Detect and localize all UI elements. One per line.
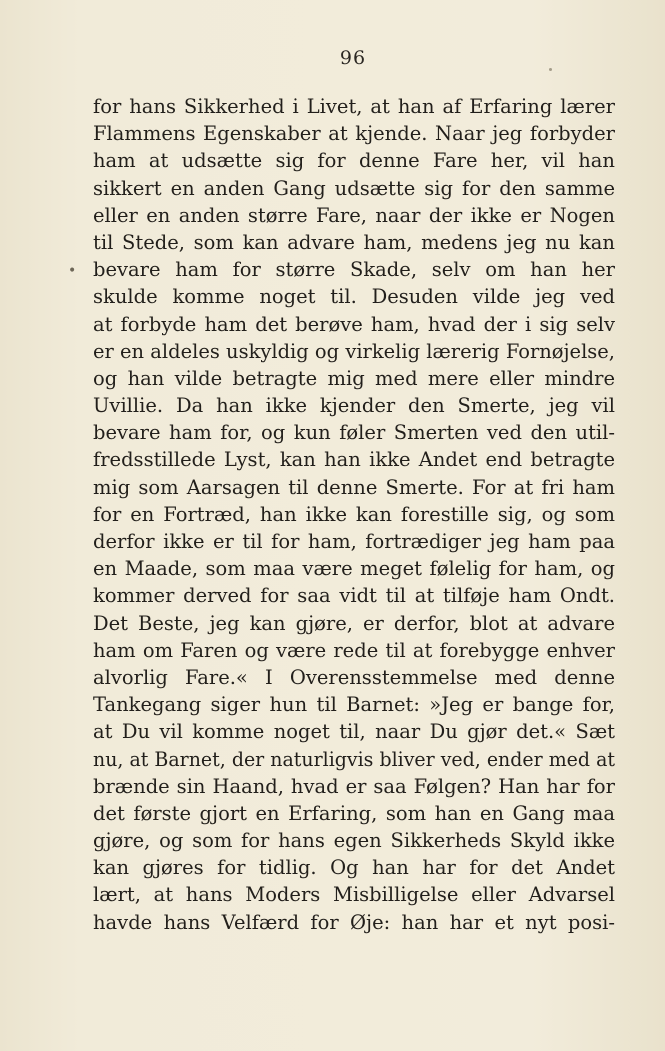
text-line: det første gjort en Erfaring, som han en Gang maa	[93, 801, 615, 825]
text-line: alvorlig Fare.« I Overensstemmelse med denne	[93, 665, 615, 689]
text-line: og han vilde betragte mig med mere eller mindre	[93, 366, 615, 390]
text-line: at forbyde ham det berøve ham, hvad der i sig selv	[93, 312, 615, 336]
text-line: ham at udsætte sig for denne Fare her, vil han	[93, 149, 615, 173]
text-line: mig som Aarsagen til denne Smerte. For at fri ham	[93, 475, 615, 499]
text-line: bevare ham for større Skade, selv om han her	[93, 258, 615, 282]
text-line: fredsstillede Lyst, kan han ikke Andet end betragte	[93, 448, 615, 472]
text-line: brænde sin Haand, hvad er saa Følgen? Han har for	[93, 774, 615, 798]
margin-mark: •	[68, 263, 77, 279]
text-line: derfor ikke er til for ham, fortrædiger jeg ham paa	[93, 530, 615, 553]
text-line: en Maade, som maa være meget følelig for ham, og	[93, 557, 615, 581]
text-line: skulde komme noget til. Desuden vilde jeg ved	[93, 285, 615, 309]
page-number: 96	[339, 47, 367, 69]
text-line: sikkert en anden Gang udsætte sig for den samme	[93, 176, 615, 200]
text-line: lært, at hans Moders Misbilligelse eller Advarsel	[93, 883, 615, 907]
text-line: eller en anden større Fare, naar der ikke er Nogen	[93, 203, 615, 227]
text-line: gjøre, og som for hans egen Sikkerheds Skyld ikke	[93, 829, 615, 853]
text-line: nu, at Barnet, der naturligvis bliver ved, ender med at	[93, 747, 615, 771]
text-line: til Stede, som kan advare ham, medens jeg nu kan	[93, 230, 615, 254]
text-line: for en Fortræd, han ikke kan forestille sig, og som	[93, 502, 615, 526]
text-line: Flammens Egenskaber at kjende. Naar jeg forbyder	[93, 122, 615, 146]
text-line: Tankegang siger hun til Barnet: »Jeg er bange for,	[93, 693, 615, 717]
text-line: bevare ham for, og kun føler Smerten ved den util-	[93, 421, 615, 445]
text-line: kan gjøres for tidlig. Og han har for det Andet	[93, 856, 615, 880]
paper-speck	[549, 68, 552, 71]
text-line: Det Beste, jeg kan gjøre, er derfor, blot at advare	[93, 611, 615, 635]
body-text	[93, 93, 615, 936]
text-line: er en aldeles uskyldig og virkelig lærerig Fornøjelse,	[93, 339, 615, 363]
text-line: at Du vil komme noget til, naar Du gjør det.« Sæt	[93, 720, 615, 744]
text-line: ham om Faren og være rede til at forebygge enhver	[93, 638, 615, 662]
text-line: kommer derved for saa vidt til at tilføje ham Ondt.	[93, 584, 615, 608]
text-line: havde hans Velfærd for Øje: han har et nyt posi-	[93, 910, 615, 934]
text-line: for hans Sikkerhed i Livet, at han af Erfaring lærer	[93, 95, 615, 118]
text-line: Uvillie. Da han ikke kjender den Smerte, jeg vil	[93, 394, 615, 418]
